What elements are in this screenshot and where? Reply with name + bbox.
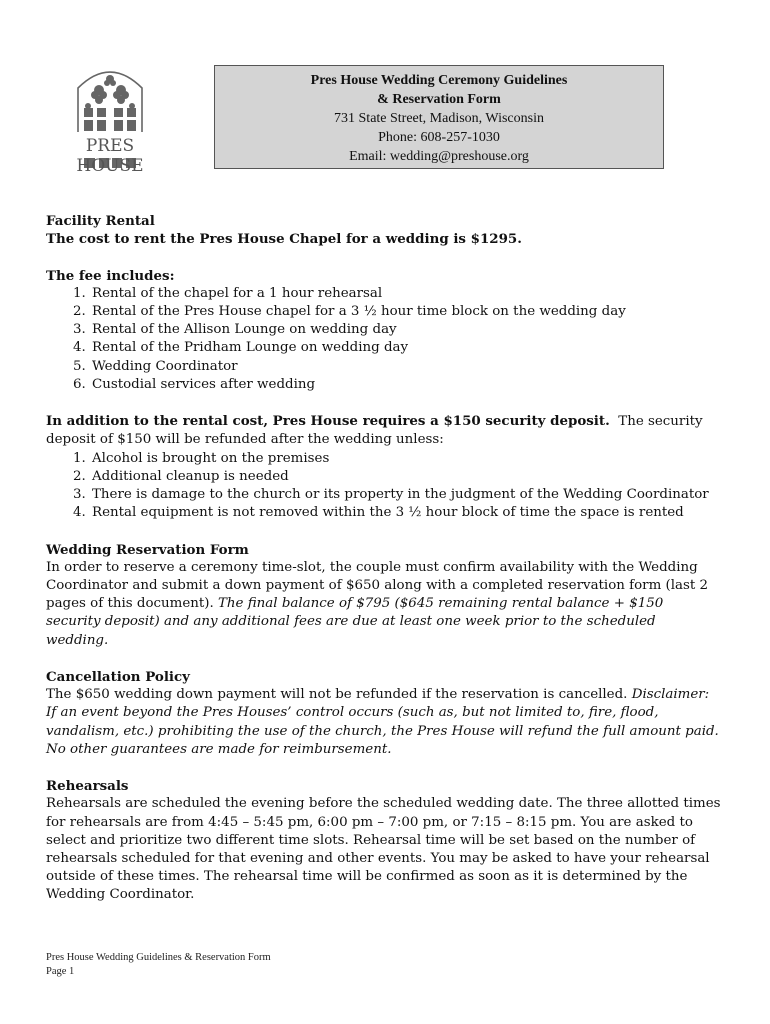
cancellation-heading: Cancellation Policy [46, 669, 190, 686]
cancellation-paragraph [46, 686, 722, 759]
list-item: 4. Rental of the Pridham Lounge on wedding day [90, 339, 722, 357]
list-item: 2. Additional cleanup is needed [90, 468, 722, 486]
facility-cost: The cost to rent the Pres House Chapel for a wedding is $1295. [46, 231, 522, 248]
page-footer [46, 951, 271, 979]
deposit-rest: The security deposit of $150 will be refunded after the wedding unless: [46, 414, 707, 448]
deposit-bold: In addition to the rental cost, Pres House requires a $150 security deposit. [46, 413, 610, 430]
deposit-list [46, 450, 722, 523]
list-item: 6. Custodial services after wedding [90, 376, 722, 394]
header-email: Email: wedding@preshouse.org [349, 149, 529, 164]
reservation-heading: Wedding Reservation Form [46, 541, 249, 558]
list-item: 3. There is damage to the church or its property in the judgment of the Wedding Coordinator [90, 486, 722, 504]
document-body [46, 212, 722, 905]
header-box [214, 65, 664, 169]
reservation-italic: The final balance of $795 ($645 remaining rental balance + $150 security deposit) and any additional fees are due at least one week prior to the scheduled wedding. [46, 596, 664, 648]
reservation-text: In order to reserve a ceremony time-slot, the couple must confirm availability with the Wedding Coordinator and submit a down payment of $650 along with a completed reservation form (last 2 pages of this document). [46, 559, 709, 612]
header-title: Pres House Wedding Ceremony Guidelines [310, 73, 568, 88]
header-phone: Phone: 608-257-1030 [378, 130, 500, 145]
deposit-paragraph [46, 412, 722, 449]
cancellation-text: The $650 wedding down payment will not be refunded if the reservation is cancelled. [46, 687, 632, 703]
page-number: Page 1 [46, 966, 75, 977]
header-address: 731 State Street, Madison, Wisconsin [334, 111, 544, 126]
logo-wordmark: PRES HOUSE [76, 136, 144, 176]
list-item: 4. Rental equipment is not removed within the 3 ½ hour block of time the space is rented [90, 504, 722, 522]
list-item: 1. Rental of the chapel for a 1 hour rehearsal [90, 285, 722, 303]
list-item: 2. Rental of the Pres House chapel for a 3 ½ hour time block on the wedding day [90, 303, 722, 321]
list-item: 5. Wedding Coordinator [90, 358, 722, 376]
header-subtitle: & Reservation Form [377, 92, 501, 107]
facility-heading: Facility Rental [46, 213, 155, 229]
list-item: 3. Rental of the Allison Lounge on wedding day [90, 321, 722, 339]
fee-heading: The fee includes: [46, 267, 175, 284]
list-item: 1. Alcohol is brought on the premises [90, 450, 722, 468]
cancellation-italic: Disclaimer: If an event beyond the Pres Houses’ control occurs (such as, but not limited to, fire, flood, vandalism, etc.) prohibiting the use of the church, the Pres House will refund the full amount paid. No other guarantees are made for reimbursement. [46, 687, 719, 757]
reservation-paragraph [46, 559, 722, 650]
rehearsals-text: Rehearsals are scheduled the evening before the scheduled wedding date. The three allotted times for rehearsals are from 4:45 – 5:45 pm, 6:00 pm – 7:00 pm, or 7:15 – 8:15 pm. You are asked to select and prioritize two different time slots. Rehearsal time will be set based on the number of rehearsals scheduled for that evening and other events. You may be asked to have your rehearsal outside of these times. The rehearsal time will be confirmed as soon as it is determined by the Wedding Coordinator. [46, 796, 721, 903]
footer-title: Pres House Wedding Guidelines & Reservation Form [46, 952, 271, 963]
fee-list [46, 285, 722, 394]
rehearsals-heading: Rehearsals [46, 778, 129, 795]
pres-house-logo [52, 62, 168, 176]
